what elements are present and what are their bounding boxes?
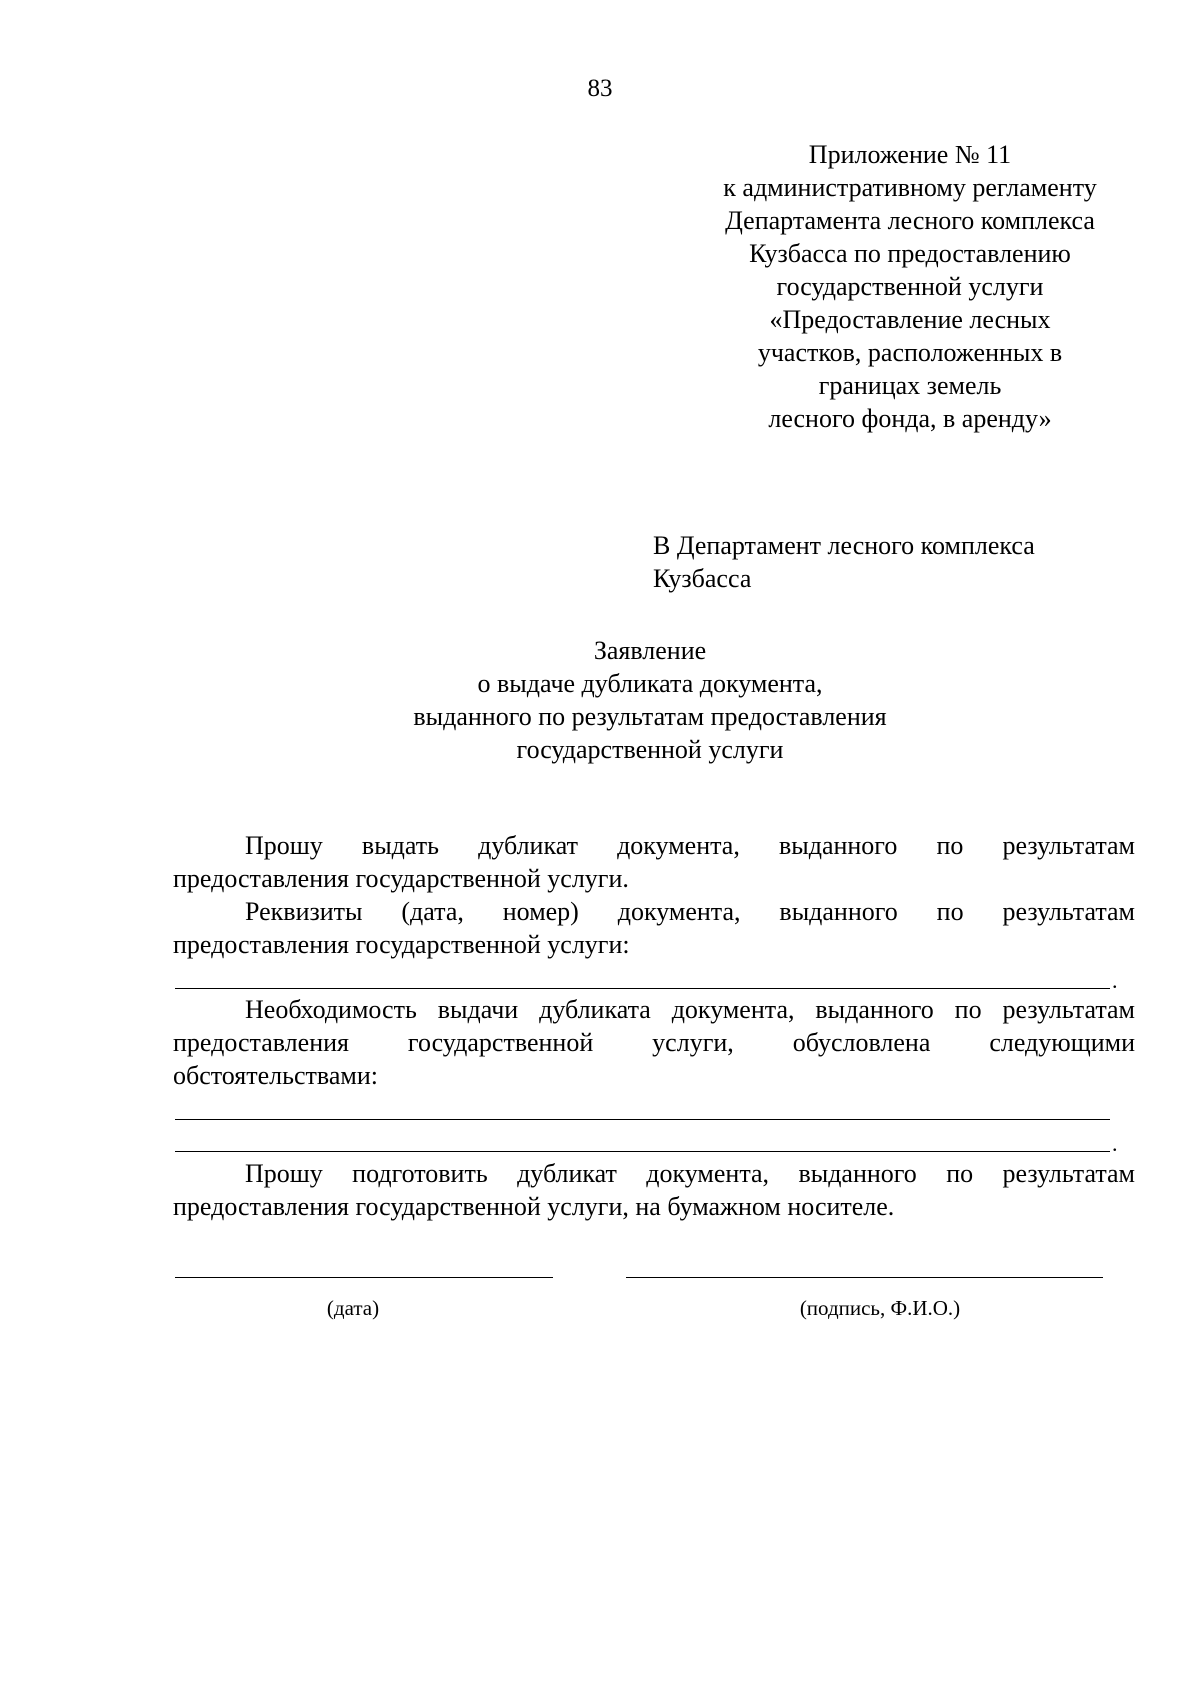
title-line: государственной услуги bbox=[516, 735, 784, 764]
blank-line bbox=[175, 1119, 1110, 1120]
appendix-line: Департамента лесного комплекса bbox=[725, 206, 1095, 235]
appendix-line: участков, расположенных в bbox=[757, 338, 1063, 367]
paragraph-paper-format bbox=[173, 1157, 1135, 1223]
blank-line bbox=[175, 988, 1110, 989]
page-number: 83 bbox=[587, 75, 613, 102]
paragraph-reason bbox=[173, 993, 1135, 1092]
paragraph-line: Реквизиты (дата, номер) документа, выданного по результатам bbox=[245, 897, 1135, 926]
paragraph-line: Прошу выдать дубликат документа, выданного по результатам bbox=[245, 831, 1135, 860]
addressee-block bbox=[653, 529, 1133, 595]
signature-field[interactable] bbox=[626, 1277, 1103, 1278]
appendix-line: Приложение № 11 bbox=[808, 140, 1012, 169]
date-caption: (дата) bbox=[326, 1296, 380, 1320]
paragraph-line: предоставления государственной услуги, на бумажном носителе. bbox=[173, 1192, 895, 1221]
blank-line-period: . bbox=[1112, 968, 1118, 993]
addressee-line: В Департамент лесного комплекса bbox=[653, 531, 1035, 560]
blank-line-period: . bbox=[1112, 1131, 1118, 1156]
appendix-block bbox=[660, 138, 1160, 435]
title-line: Заявление bbox=[593, 636, 707, 665]
addressee-line: Кузбасса bbox=[653, 564, 752, 593]
title-line: о выдаче дубликата документа, bbox=[477, 669, 823, 698]
paragraph-line: Прошу подготовить дубликат документа, выданного по результатам bbox=[245, 1159, 1135, 1188]
paragraph-line: обстоятельствами: bbox=[173, 1061, 378, 1090]
document-title bbox=[300, 634, 1000, 766]
paragraph-request-duplicate bbox=[173, 829, 1135, 961]
paragraph-line: предоставления государственной услуги, обусловлена следующими bbox=[173, 1028, 1135, 1057]
appendix-line: государственной услуги bbox=[776, 272, 1044, 301]
date-field[interactable] bbox=[175, 1277, 553, 1278]
appendix-line: лесного фонда, в аренду» bbox=[768, 404, 1052, 433]
appendix-line: границах земель bbox=[818, 371, 1002, 400]
appendix-line: «Предоставление лесных bbox=[769, 305, 1051, 334]
appendix-line: к административному регламенту bbox=[723, 173, 1097, 202]
paragraph-line: предоставления государственной услуги: bbox=[173, 930, 630, 959]
signature-caption: (подпись, Ф.И.О.) bbox=[799, 1296, 961, 1320]
blank-line bbox=[175, 1151, 1110, 1152]
appendix-line: Кузбасса по предоставлению bbox=[749, 239, 1071, 268]
paragraph-line: Необходимость выдачи дубликата документа, выданного по результатам bbox=[245, 995, 1135, 1024]
title-line: выданного по результатам предоставления bbox=[413, 702, 887, 731]
paragraph-line: предоставления государственной услуги. bbox=[173, 864, 629, 893]
